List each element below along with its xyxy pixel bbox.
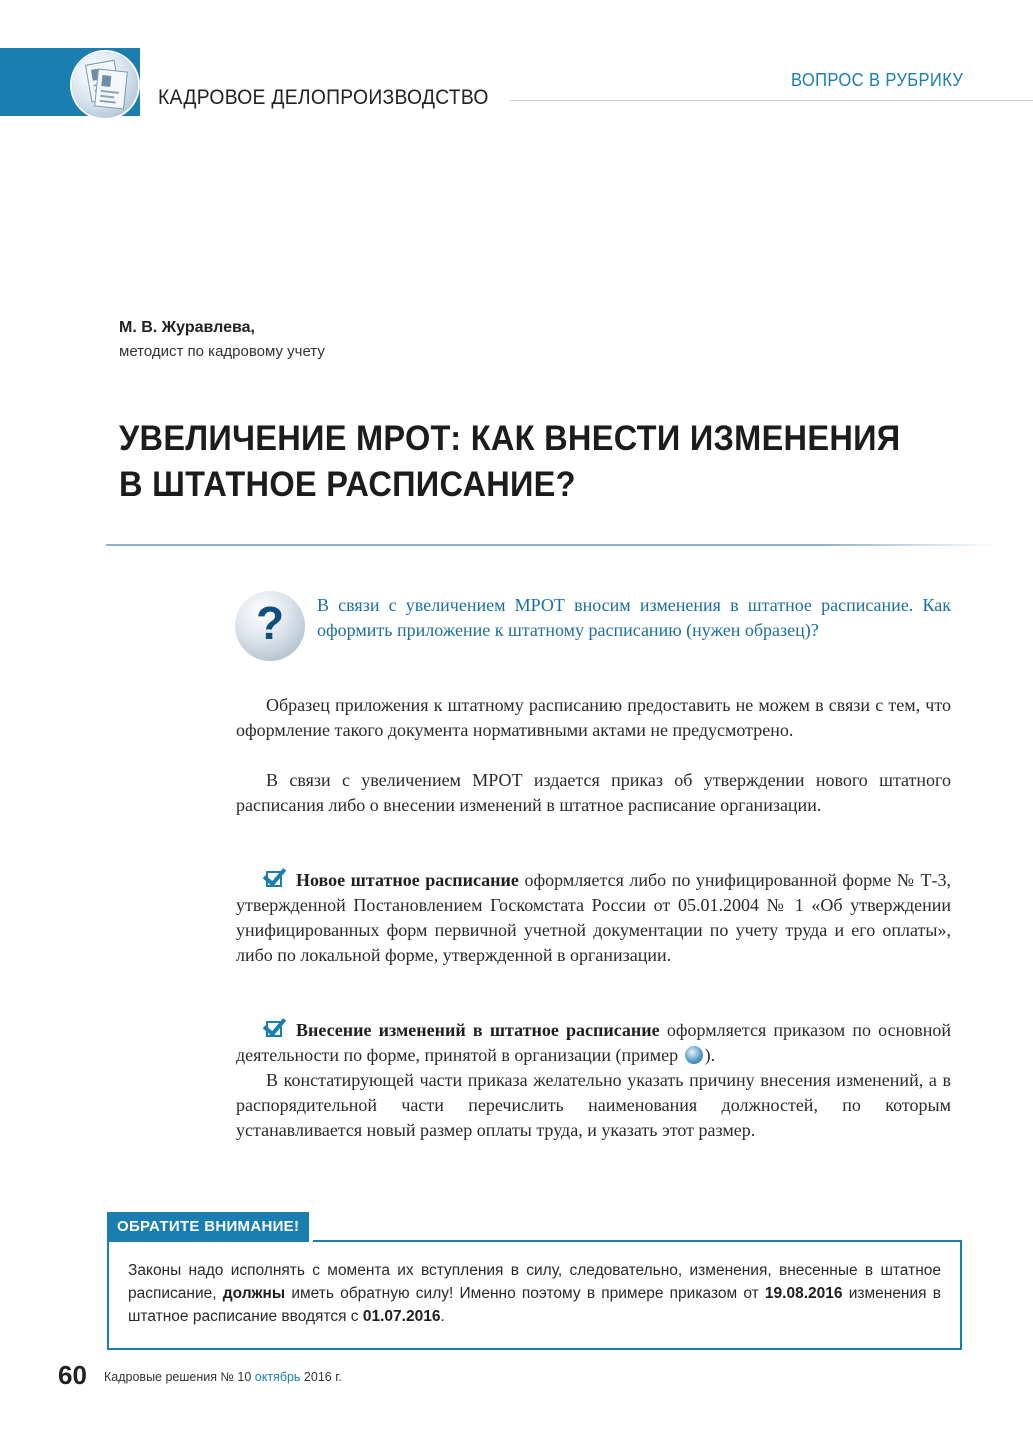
article-title <box>119 416 919 508</box>
notice-text-3: изменения в штатное расписание вводятся с <box>128 1285 941 1325</box>
notice-text-2: иметь обратную силу! Именно поэтому в примере приказом от <box>285 1285 765 1302</box>
new-staff-schedule-term: Новое штатное расписание <box>296 870 519 890</box>
article-title-line-2: В ШТАТНОЕ РАСПИСАНИЕ? <box>119 465 576 504</box>
answer-paragraph-2: В связи с увеличением МРОТ издается приказ об утверждении нового штатного расписания либо о внесении изменений в штатное расписание организации. <box>236 770 951 815</box>
notice-emphasis: должны <box>222 1285 286 1302</box>
documents-icon <box>72 52 138 118</box>
notice-text-4: . <box>440 1308 445 1325</box>
question-mark-icon <box>235 591 305 661</box>
paragraph-3-text: оформляется либо по унифицированной форме № Т-3, утвержденной Постановлением Госкомстата России от 05.01.2004 № 1 «Об утверждении унифицированных форм первичной учетной документации по учету труда и его оплаты», либо по локальной форме, утвержденной в организации. <box>236 870 951 965</box>
title-divider <box>106 544 1000 546</box>
author-name: М. В. Журавлева, <box>119 319 255 336</box>
example-link-icon[interactable] <box>685 1046 703 1064</box>
notice-date-order: 19.08.2016 <box>764 1285 843 1302</box>
answer-paragraph-3 <box>236 868 951 968</box>
paragraph-4-text: оформляется приказом по основной деятельности по форме, принятой в организации (пример <box>236 1020 951 1065</box>
notice-date-effective: 01.07.2016 <box>362 1308 441 1325</box>
rubric-label: ВОПРОС В РУБРИКУ <box>790 70 963 90</box>
notice-label: ОБРАТИТЕ ВНИМАНИЕ! <box>107 1212 313 1242</box>
header-divider <box>510 100 1033 101</box>
checkbox-checked-icon <box>266 1018 288 1038</box>
author-role: методист по кадровому учету <box>119 343 325 360</box>
journal-info <box>104 1370 342 1384</box>
journal-year: 2016 г. <box>300 1370 342 1384</box>
paragraph-4-end: ). <box>704 1045 716 1065</box>
journal-name: Кадровые решения № 10 <box>104 1370 255 1384</box>
answer-paragraph-5: В констатирующей части приказа желательно указать причину внесения изменений, а в распорядительной части перечислить наименования должностей, по которым устанавливается новый размер оплаты труда, и указать этот размер. <box>236 1070 951 1140</box>
answer-paragraph-1: Образец приложения к штатному расписанию предоставить не можем в связи с тем, что оформление такого документа нормативными актами не предусмотрено. <box>236 695 951 740</box>
section-title: КАДРОВОЕ ДЕЛОПРОИЗВОДСТВО <box>158 86 489 109</box>
checkbox-checked-icon <box>266 868 288 888</box>
page-number: 60 <box>58 1360 87 1390</box>
answer-paragraph-4 <box>236 1018 951 1068</box>
notice-text <box>128 1259 941 1328</box>
notice-text-1: Законы надо исполнять с момента их вступления в силу, следовательно, изменения, внесенные в штатное расписание, <box>128 1262 941 1302</box>
question-mark-glyph: ? <box>255 597 285 649</box>
question-text: В связи с увеличением МРОТ вносим изменения в штатное расписание. Как оформить приложение к штатному расписанию (нужен образец)? <box>317 595 951 640</box>
article-title-line-1: УВЕЛИЧЕНИЕ МРОТ: КАК ВНЕСТИ ИЗМЕНЕНИЯ <box>119 419 901 458</box>
journal-month: октябрь <box>254 1370 301 1384</box>
changes-term: Внесение изменений в штатное расписание <box>296 1020 660 1040</box>
